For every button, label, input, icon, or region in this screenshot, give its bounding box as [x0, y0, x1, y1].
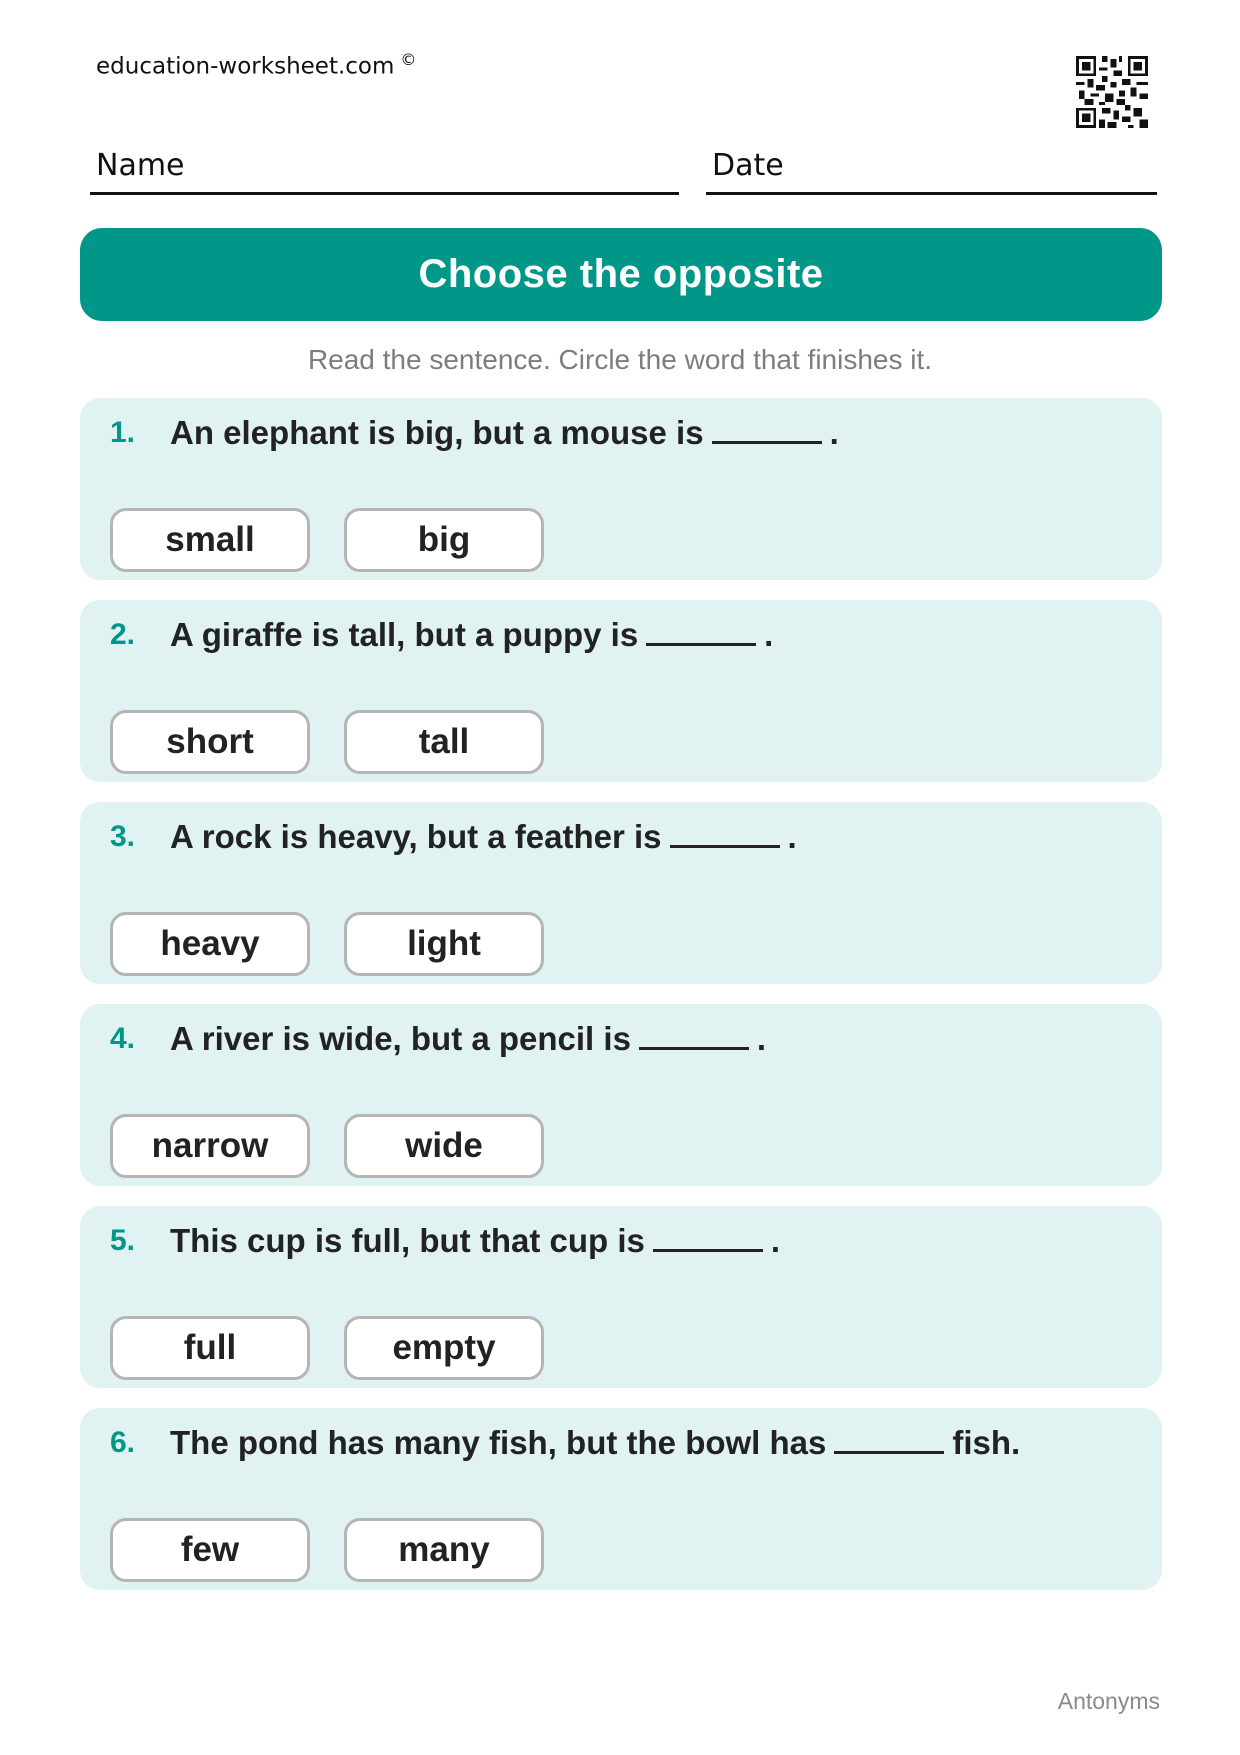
- name-field[interactable]: [90, 140, 679, 195]
- sentence-text: This cup is full, but that cup is: [170, 1222, 645, 1259]
- question-number: 2.: [110, 618, 136, 651]
- option-button[interactable]: tall: [344, 710, 544, 774]
- option-button[interactable]: wide: [344, 1114, 544, 1178]
- question-card: [80, 1408, 1162, 1590]
- sentence-text: A giraffe is tall, but a puppy is: [170, 616, 639, 653]
- footer-topic: Antonyms: [1057, 1688, 1160, 1714]
- question-number: 1.: [110, 416, 136, 449]
- question-sentence: [170, 414, 839, 452]
- question-number: 6.: [110, 1426, 136, 1459]
- question-number: 3.: [110, 820, 136, 853]
- question-sentence: [170, 1020, 766, 1058]
- answer-blank: [653, 1222, 763, 1252]
- option-button[interactable]: short: [110, 710, 310, 774]
- option-button[interactable]: narrow: [110, 1114, 310, 1178]
- question-sentence: [170, 818, 797, 856]
- copyright-symbol: ©: [400, 50, 417, 69]
- option-button[interactable]: many: [344, 1518, 544, 1582]
- option-button[interactable]: full: [110, 1316, 310, 1380]
- question-card: [80, 398, 1162, 580]
- sentence-text: A river is wide, but a pencil is: [170, 1020, 631, 1057]
- option-button[interactable]: few: [110, 1518, 310, 1582]
- question-card: [80, 802, 1162, 984]
- question-card: [80, 1206, 1162, 1388]
- option-button[interactable]: big: [344, 508, 544, 572]
- question-number: 4.: [110, 1022, 136, 1055]
- question-sentence: [170, 616, 773, 654]
- answer-blank: [670, 818, 780, 848]
- answer-blank: [646, 616, 756, 646]
- worksheet-title: Choose the opposite: [418, 252, 824, 296]
- option-button[interactable]: small: [110, 508, 310, 572]
- sentence-text: An elephant is big, but a mouse is: [170, 414, 704, 451]
- sentence-end: .: [764, 616, 774, 653]
- name-label: Name: [96, 148, 185, 183]
- sentence-end: .: [787, 818, 797, 855]
- sentence-end: .: [770, 1222, 781, 1259]
- question-list: [80, 398, 1162, 1610]
- question-number: 5.: [110, 1224, 136, 1257]
- site-url: education-worksheet.com: [96, 53, 395, 80]
- answer-blank: [639, 1020, 749, 1050]
- option-button[interactable]: heavy: [110, 912, 310, 976]
- option-button[interactable]: empty: [344, 1316, 544, 1380]
- option-button[interactable]: light: [344, 912, 544, 976]
- answer-blank: [712, 414, 822, 444]
- date-label: Date: [712, 148, 784, 183]
- site-name: [96, 50, 416, 80]
- date-field[interactable]: [706, 140, 1157, 195]
- question-sentence: [170, 1424, 1020, 1462]
- sentence-end: fish.: [952, 1424, 1021, 1461]
- qr-code-icon: [1076, 56, 1148, 128]
- sentence-end: .: [756, 1020, 767, 1057]
- question-card: [80, 600, 1162, 782]
- question-sentence: [170, 1222, 780, 1260]
- answer-blank: [834, 1424, 944, 1454]
- sentence-text: The pond has many fish, but the bowl has: [170, 1424, 827, 1461]
- sentence-text: A rock is heavy, but a feather is: [170, 818, 662, 855]
- title-banner: [80, 228, 1162, 321]
- instructions: Read the sentence. Circle the word that finishes it.: [307, 344, 933, 375]
- sentence-end: .: [829, 414, 839, 451]
- question-card: [80, 1004, 1162, 1186]
